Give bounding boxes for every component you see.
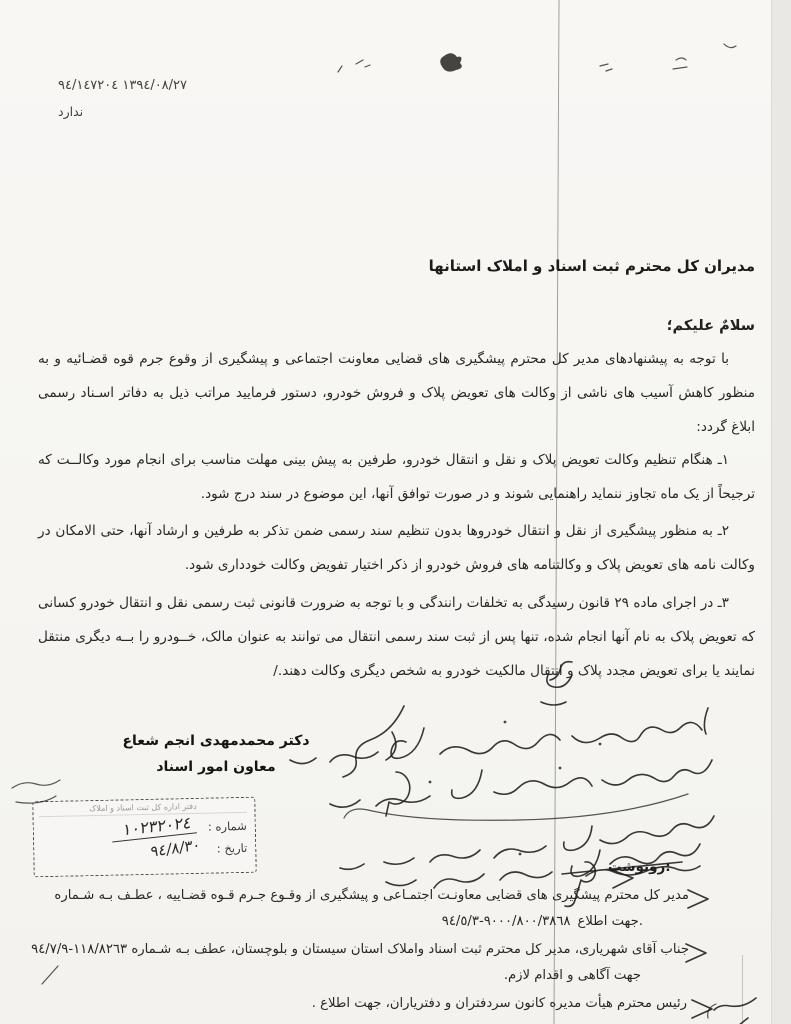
receipt-stamp-box — [32, 797, 257, 878]
cc-item-2-tail: جهت آگاهی و اقدام لازم. — [503, 968, 641, 983]
stamp-date-value: ٩٤/٨/٣٠ — [150, 835, 201, 861]
cc-item-2-ref-number: ٩٤/٧/٩-١١٨/٨٢٦٣ — [31, 942, 128, 957]
registration-meta — [58, 78, 187, 130]
stamp-number-row — [40, 812, 247, 840]
cc-item-1-text: مدیر کل محترم پیشگیری های قضایی معاونـت اجتمـاعی و پیشگیری از وقـوع جـرم قـوه قضـاییه ، عطـف بـه شـماره — [54, 888, 689, 903]
stamp-number-label: شماره : — [207, 818, 247, 834]
scan-edge-shadow — [771, 0, 791, 1024]
vertical-fold-line-short — [742, 955, 743, 1024]
directive-item-3: ٣ـ در اجرای ماده ٢٩ قانون رسیدگی به تخلفات رانندگی و با توجه به ضرورت قانونی ثبت رسمی نقل و انتقال خودرو کسانی که تعویض پلاک به نام آنها انجام شده، تنها پس از ثبت سند رسمی انتقال می توانند به عنوان مالک، خــودرو را بــه دیگری منتقل نمایند یا برای تعویض مجدد پلاک و انتقال مالکیت خودرو به شخص دیگری وکالت دهند./ — [38, 595, 755, 679]
directive-item-2: ٢ـ به منظور پیشگیری از نقل و انتقال خودروها بدون تنظیم سند رسمی ضمن تذکر به طرفین و ارشاد آنها، حتی الامکان در وکالت نامه های تعویض پلاک و وکالتنامه های فروش خودرو از ذکر اختیار تفویض وکالت خودداری شود. — [38, 523, 755, 573]
handwritten-signature — [343, 706, 410, 816]
cc-item-1 — [46, 886, 689, 906]
stamp-date-row — [40, 835, 248, 861]
ink-speck — [338, 66, 342, 72]
ink-blob — [440, 53, 462, 71]
cc-item-1-continuation — [148, 912, 643, 932]
salutation: سلامٌ علیکم؛ — [666, 318, 755, 334]
stamp-date-label: تاریخ : — [216, 840, 248, 855]
cc-heading: رونوشت: — [608, 859, 671, 875]
signer-name: دکتر محمدمهدی انجم شعاع — [122, 733, 310, 749]
handwritten-slash-mark — [42, 966, 58, 984]
hand-drawn-arrow-cc-item-2 — [686, 944, 706, 962]
directive-item-1: ١ـ هنگام تنظیم وکالت تعویض پلاک و نقل و انتقال خودرو، طرفین به پیش بینی مهلت مناسب برای انجام مورد وکالــت که ترجیحاً از یک ماه تجاوز ننماید راهنمایی شوند و در صورت توافق آنها، این موضوع در سند درج شود. — [38, 452, 755, 502]
ink-speck — [356, 60, 370, 67]
handwritten-annotation-line-1 — [290, 708, 708, 764]
cc-item-2-continuation — [504, 966, 641, 986]
cc-item-2 — [28, 940, 689, 960]
signer-title: معاون امور اسناد — [156, 759, 276, 775]
cc-item-1-tail: جهت اطلاع. — [577, 914, 643, 929]
hand-drawn-arrow-cc-item-3 — [692, 1000, 712, 1018]
ink-speck — [673, 58, 687, 69]
hand-drawn-arrow-cc-item-1 — [688, 890, 708, 908]
handwritten-sin-mark — [708, 998, 756, 1024]
cc-item-2-text: جناب آقای شهریاری، مدیر کل محترم ثبت اسناد واملاک استان سیستان و بلوچستان، عطف بـه شـماره — [131, 942, 689, 957]
letter-number: ٩٤/١٤٧٢٠٤ — [58, 78, 119, 93]
signature-block — [118, 733, 314, 775]
stamp-org-name: دفتر اداره کل ثبت اسناد و املاک — [39, 801, 246, 817]
recipient-line: مدیران کل محترم ثبت اسناد و املاک استانها — [428, 257, 755, 275]
cc-item-3-text: رئیس محترم هیأت مدیره کانون سردفتران و دفتریاران، جهت اطلاع . — [311, 996, 687, 1011]
ink-speck — [600, 64, 612, 71]
vertical-fold-line — [553, 0, 559, 1024]
stamp-number-value: ١٠٢٣٢٠٢٤ — [113, 812, 199, 842]
intro-paragraph: با توجه به پیشنهادهای مدیر کل محترم پیشگیری های قضایی معاونت اجتماعی و پیشگیری از وقوع جرم قوه قضـائیه و به منظور کاهش آسیب های ناشی از وکالت های تعویض پلاک و فروش خودرو، دستور فرمایید مراتب ذیل به دفاتر اسـناد رسمی ابلاغ گردد: — [38, 351, 755, 435]
letter-date: ١٣٩٤/٠٨/٢٧ — [122, 78, 188, 93]
handwritten-left-margin — [12, 780, 60, 803]
cc-heading-row — [608, 859, 671, 875]
handwritten-annotation-line-2 — [330, 760, 712, 807]
attachment-status: ندارد — [58, 104, 84, 119]
handwritten-flourish-curve — [344, 794, 688, 820]
cc-item-3 — [312, 994, 687, 1014]
cc-item-1-ref-number: ٩٤/٥/٣-٩٠٠٠/٨٠٠/٣٨٦٨ — [441, 914, 571, 929]
ink-speck — [724, 44, 736, 48]
